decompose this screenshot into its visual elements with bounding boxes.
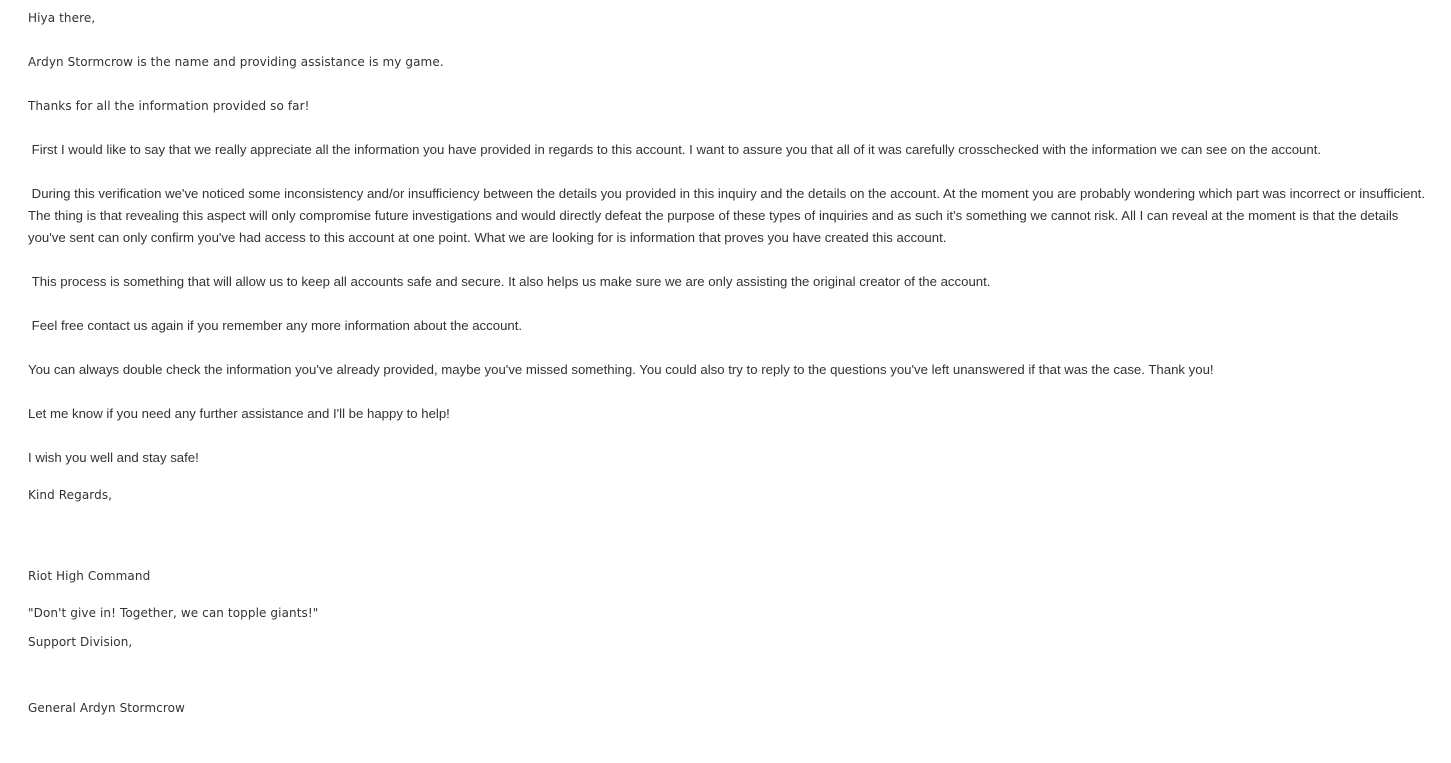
paragraph-verification: During this verification we've noticed some inconsistency and/or insufficiency between the details you provided in this inquiry and the details on the account. At the moment you are probably wondering which part was incorrect or insufficient. The thing is that revealing this aspect will only compromise future investigations and would directly defeat the purpose of these types of inquiries and as such it's something we cannot risk. All I can reveal at the moment is that the details you've sent can only confirm you've had access to this account at one point. What we are looking for is information that proves you have created this account.	[28, 186, 1429, 245]
paragraph-appreciation: First I would like to say that we really appreciate all the information you have provided in regards to this account. I want to assure you that all of it was carefully crosschecked with the information we can see on the account.	[28, 142, 1322, 157]
signature-block	[28, 521, 185, 763]
paragraph-further-assistance: Let me know if you need any further assistance and I'll be happy to help!	[28, 406, 450, 421]
signature-quote: "Don't give in! Together, we can topple giants!"	[28, 606, 319, 620]
signature-name: General Ardyn Stormcrow	[28, 701, 185, 715]
signature-org: Riot High Command	[28, 569, 151, 583]
intro-line: Ardyn Stormcrow is the name and providing assistance is my game.	[28, 55, 444, 69]
closing: Kind Regards,	[28, 488, 113, 502]
paragraph-process: This process is something that will allow us to keep all accounts safe and secure. It also helps us make sure we are only assisting the original creator of the account.	[28, 274, 991, 289]
greeting: Hiya there,	[28, 11, 96, 25]
paragraph-contact-again: Feel free contact us again if you remember any more information about the account.	[28, 318, 523, 333]
thanks-line: Thanks for all the information provided so far!	[28, 99, 310, 113]
paragraph-double-check: You can always double check the information you've already provided, maybe you've missed something. You could also try to reply to the questions you've left unanswered if that was the case. Thank you!	[28, 362, 1214, 377]
signature-division: Support Division,	[28, 635, 133, 649]
paragraph-well-wishes: I wish you well and stay safe!	[28, 450, 199, 465]
